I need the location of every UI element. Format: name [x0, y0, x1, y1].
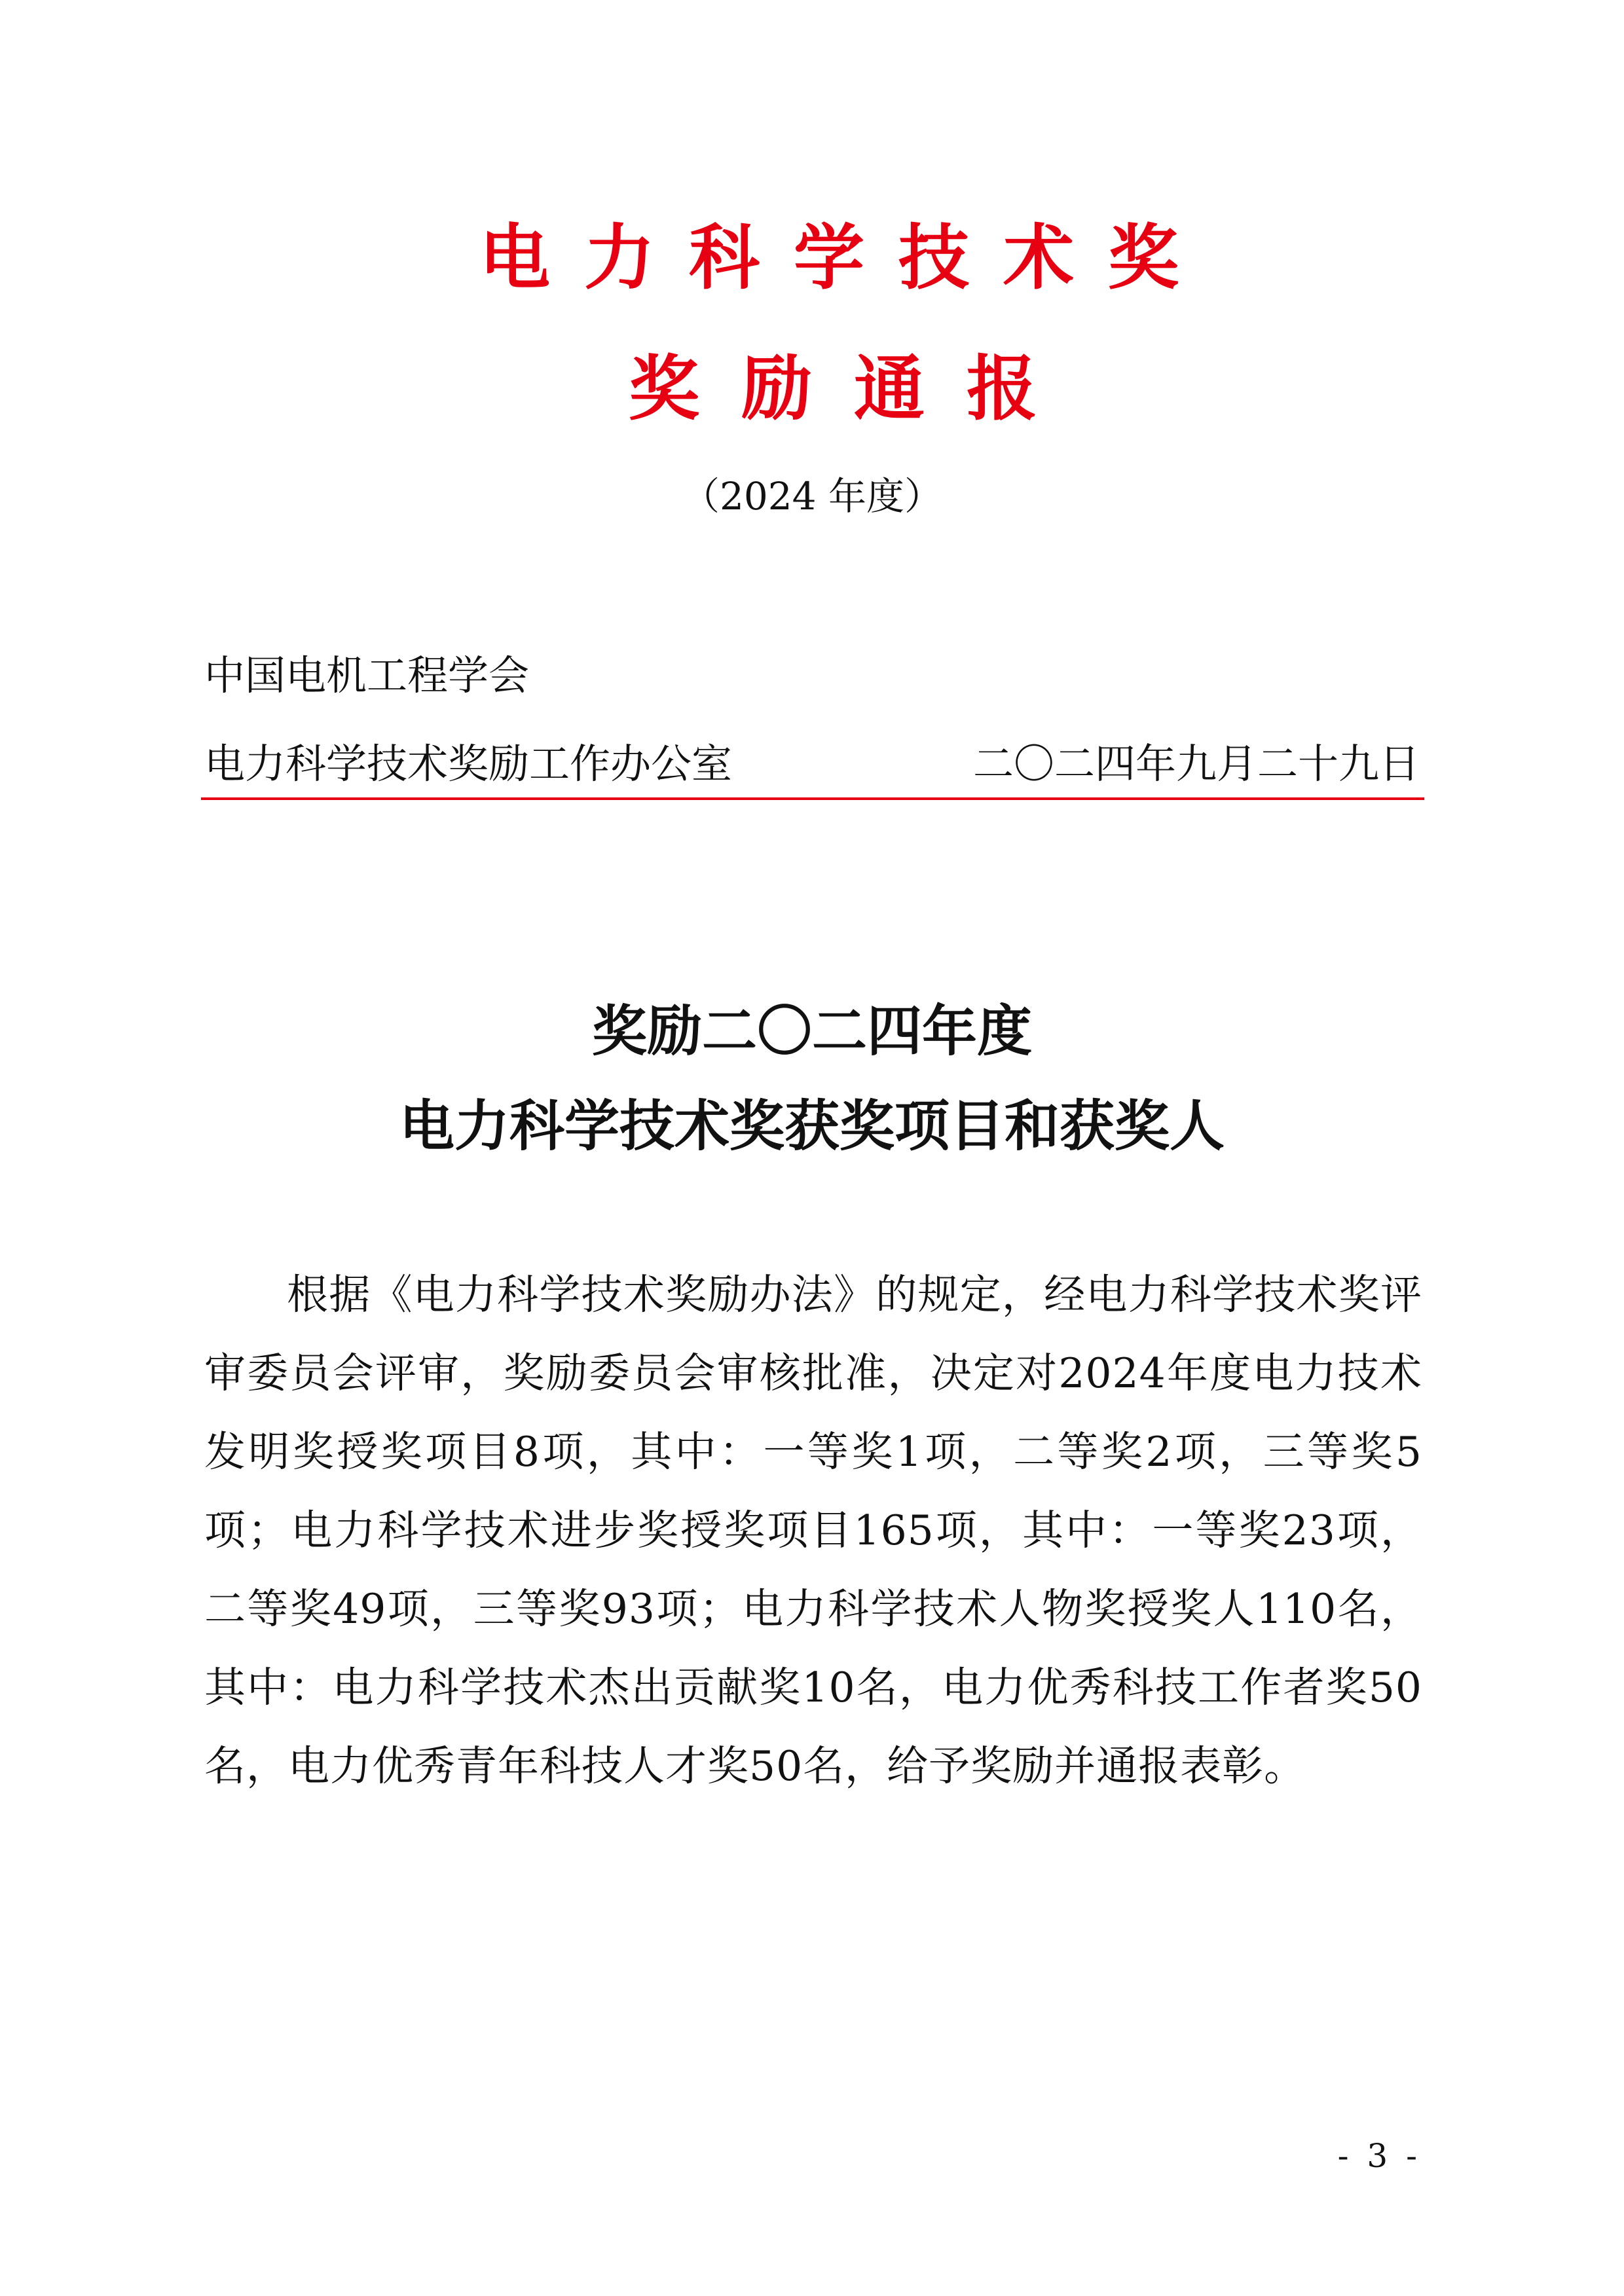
year-note: （2024 年度）	[681, 474, 943, 519]
header-divider	[201, 797, 1424, 800]
document-title-line1: 奖励二〇二四年度	[591, 998, 1032, 1063]
body-paragraph: 根据《电力科学技术奖励办法》的规定，经电力科学技术奖评审委员会评审，奖励委员会审核批准，决定对2024年度电力技术发明奖授奖项目8项，其中：一等奖1项，二等奖2项，三等奖5项；电力科学技术进步奖授奖项目165项，其中：一等奖23项，二等奖49项，三等奖93项；电力科学技术人物奖授奖人110名，其中：电力科学技术杰出贡献奖10名，电力优秀科技工作者奖50名，电力优秀青年科技人才奖50名，给予奖励并通报表彰。	[204, 1271, 1422, 1790]
issue-date: 二〇二四年九月二十九日	[972, 740, 1420, 788]
issuer-office: 电力科学技术奖励工作办公室	[204, 740, 733, 788]
header-title-line2: 奖励通报	[628, 348, 1079, 430]
header-title-line1: 电力科学技术奖	[479, 217, 1213, 299]
page-number: - 3 -	[1337, 2137, 1421, 2175]
document-title-line2: 电力科学技术奖获奖项目和获奖人	[399, 1093, 1225, 1158]
issuer-organization: 中国电机工程学会	[204, 651, 530, 699]
